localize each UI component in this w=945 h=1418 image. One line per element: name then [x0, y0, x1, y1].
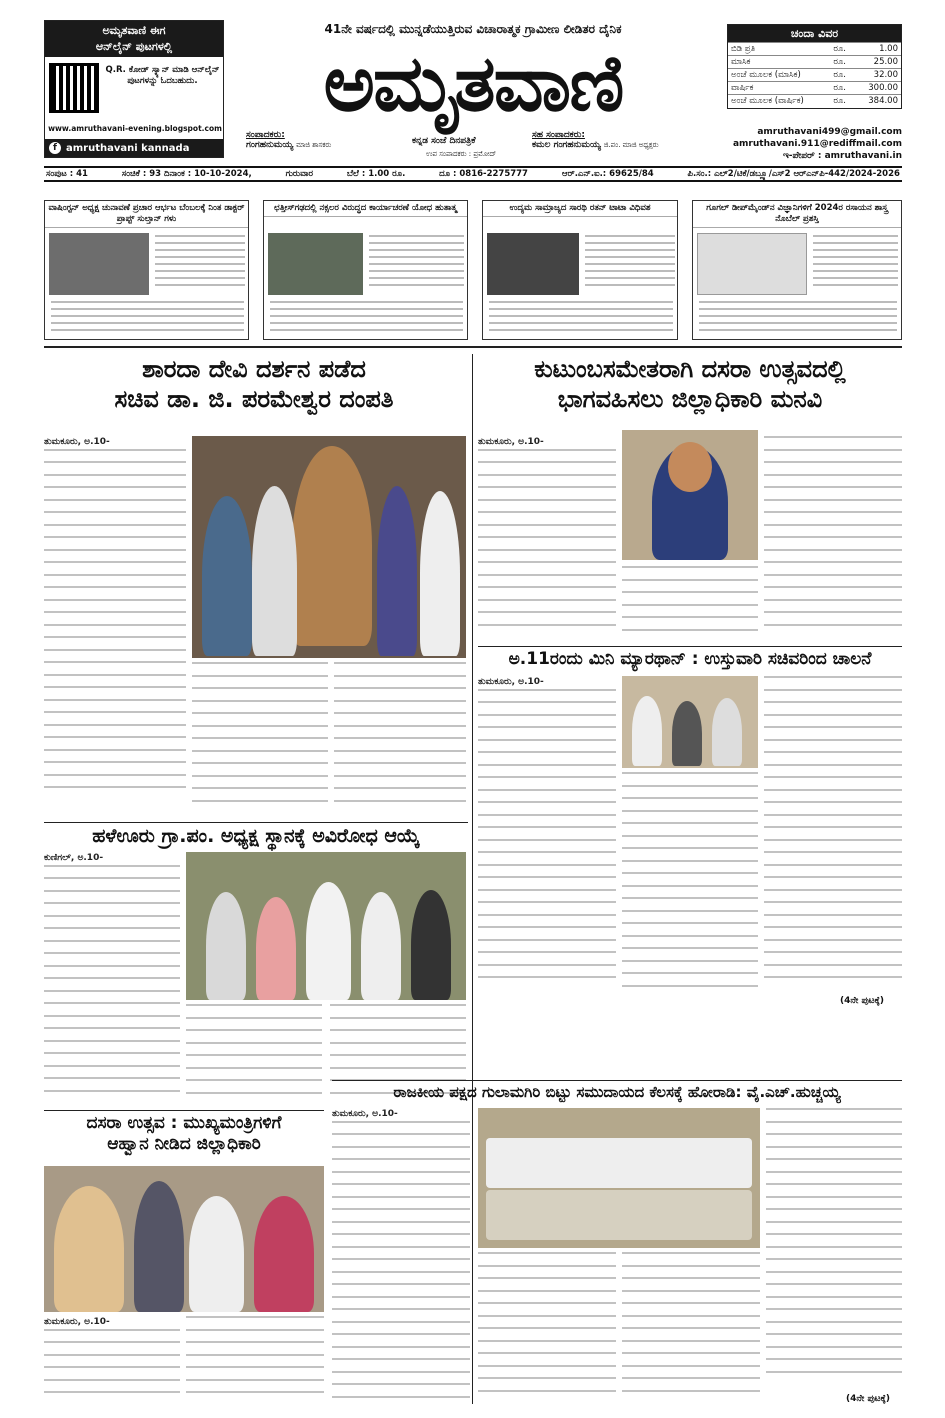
article6-photo — [478, 1108, 760, 1248]
headline-line: ಕುಟುಂಬಸಮೇತರಾಗಿ ದಸರಾ ಉತ್ಸವದಲ್ಲಿ — [534, 355, 846, 383]
cover-price: ಬೆಲೆ : 1.00 ರೂ. — [346, 169, 406, 179]
top-news-title: ಛತ್ತೀಸ್‌ಗಢದಲ್ಲಿ ನಕ್ಸಲರ ವಿರುದ್ಧದ ಕಾರ್ಯಾಚರಣೆ ಯೋಧ ಹುತಾತ್ಮ — [264, 201, 467, 217]
price-row — [728, 43, 901, 56]
headline-line: ಸಚಿವ ಡಾ. ಜಿ. ಪರಮೇಶ್ವರ ದಂಪತಿ — [114, 385, 394, 413]
column-divider — [472, 354, 473, 1404]
volume: ಸಂಪುಟ : 41 — [46, 169, 88, 179]
article2-photo — [622, 430, 758, 560]
editor-strip — [236, 130, 710, 160]
coeditor-note: ಜಿ.ಪಂ. ಮಾಜಿ ಅಧ್ಯಕ್ಷರು — [603, 141, 659, 149]
weekday: ಗುರುವಾರ — [285, 169, 314, 179]
price-label: ಅಂಚೆ ಮೂಲಕ (ಮಾಸಿಕ) — [728, 69, 830, 82]
top-news-title: ವಾಷಿಂಗ್ಟನ್ ಅಧ್ಯಕ್ಷ ಚುನಾವಣೆ ಪ್ರಚಾರ ಆರ್ಭಟ ಬೆಂಬಲಕ್ಕೆ ನಿಂತ ಡಾಕ್ಟರ್ ಪ್ರಾಪ್ಟ್ ಸುಲ್ತಾನ್ ಗಳು — [45, 201, 248, 228]
promo-line2: ಆನ್‌ಲೈನ್ ಪುಟಗಳಲ್ಲಿ — [95, 40, 173, 53]
price-label: ವಾರ್ಷಿಕ — [728, 82, 830, 95]
price-unit: ರೂ. — [830, 82, 854, 95]
coeditor-label: ಸಹ ಸಂಪಾದಕರು: — [532, 130, 585, 140]
article3-body — [764, 676, 902, 994]
price-label: ಬಿಡಿ ಪ್ರತಿ — [728, 43, 830, 56]
subscription-table — [727, 24, 902, 109]
news-photo — [268, 233, 363, 295]
price-unit: ರೂ. — [830, 69, 854, 82]
price-value: 32.00 — [855, 69, 901, 82]
article2-body — [478, 436, 616, 641]
price-unit: ರೂ. — [830, 95, 854, 108]
top-news-box[interactable] — [692, 200, 902, 340]
article6-body — [766, 1108, 902, 1393]
article6-headline[interactable]: ರಾಜಕೀಯ ಪಕ್ಷದ ಗುಲಾಮಗಿರಿ ಬಿಟ್ಟು ಸಮುದಾಯದ ಕೆಲಸಕ್ಕೆ ಹೋರಾಡಿ: ವೈ.ಎಚ್.ಹುಚ್ಚಯ್ಯ — [332, 1080, 902, 1102]
email-link[interactable]: amruthavani499@gmail.com — [757, 127, 902, 137]
article5-photo — [44, 1166, 324, 1312]
promo-line1: ಅಮೃತವಾಣಿ ಈಗ — [102, 24, 166, 37]
dateline: ತುಮಕೂರು, ಅ.10- — [478, 677, 544, 687]
editor-note: ಮಾಜಿ ಶಾಸಕರು — [296, 141, 332, 149]
epaper-link[interactable]: ಇ-ಪೇಪರ್ : amruthavani.in — [782, 151, 902, 161]
news-text — [585, 235, 675, 295]
contact-block — [727, 126, 902, 162]
coeditor-name: ಕಮಲ ಗಂಗಹನುಮಯ್ಯ — [532, 140, 601, 150]
article4-body — [186, 1004, 322, 1102]
price-row — [728, 82, 901, 95]
price-unit: ರೂ. — [830, 43, 854, 56]
price-row — [728, 95, 901, 108]
top-news-box[interactable] — [263, 200, 468, 340]
continued-note: (4ನೇ ಪುಟಕ್ಕೆ) — [840, 996, 885, 1006]
continued-note: (4ನೇ ಪುಟಕ್ಕೆ) — [846, 1394, 891, 1404]
qr-code-icon[interactable] — [49, 63, 99, 113]
article3-body — [478, 676, 616, 1006]
article3-headline[interactable]: ಅ.11ರಂದು ಮಿನಿ ಮ್ಯಾರಥಾನ್ : ಉಸ್ತುವಾರಿ ಸಚಿವರಿಂದ ಚಾಲನೆ — [478, 646, 902, 670]
price-value: 25.00 — [855, 56, 901, 69]
facebook-icon: f — [49, 142, 61, 154]
price-value: 300.00 — [855, 82, 901, 95]
editor-label: ಸಂಪಾದಕರು: — [246, 130, 285, 140]
facebook-handle: amruthavani kannada — [66, 142, 190, 154]
headline-line: ಆಹ್ವಾನ ನೀಡಿದ ಜಿಲ್ಲಾಧಿಕಾರಿ — [107, 1134, 261, 1155]
article5-body — [186, 1316, 324, 1406]
rni-number: ಆರ್.ಎನ್.ಐ.: 69625/84 — [561, 169, 654, 179]
article1-headline[interactable] — [44, 354, 464, 414]
price-unit: ರೂ. — [830, 56, 854, 69]
sub-editor: ಉಪ ಸಂಪಾದಕರು : ಪ್ರಮೋದ್ — [426, 150, 497, 158]
email-link[interactable]: amruthavani.911@rediffmail.com — [732, 139, 902, 149]
article1-body — [192, 662, 328, 817]
top-news-title: ಗೂಗಲ್ ಡೀಪ್‌ಮೈಂಡ್‌ನ ವಿಜ್ಞಾನಿಗಳಿಗೆ 2024ರ ರಸಾಯನ ಶಾಸ್ತ್ರ ನೊಬೆಲ್ ಪ್ರಶಸ್ತಿ — [693, 201, 901, 228]
headline-line: ಭಾಗವಹಿಸಲು ಜಿಲ್ಲಾಧಿಕಾರಿ ಮನವಿ — [557, 385, 823, 413]
news-photo — [697, 233, 807, 295]
article2-headline[interactable] — [478, 354, 902, 414]
article4-headline[interactable]: ಹಳೆಊರು ಗ್ರಾ.ಪಂ. ಅಧ್ಯಕ್ಷ ಸ್ಥಾನಕ್ಕೆ ಅವಿರೋಧ ಆಯ್ಕೆ — [44, 822, 468, 849]
article6-body — [478, 1252, 616, 1406]
top-news-box[interactable] — [44, 200, 249, 340]
phone: ದೂ : 0816-2275777 — [439, 169, 528, 179]
news-text — [270, 301, 463, 337]
postal-reg: ಪಿ.ಸಂ.: ಎಲ್2/ಟಿಕೆ/ಡಬ್ಲ್ಯೂ/ಎಸ್2 ಆರ್‌ಎನ್‌ಪಿ-442/2024-2026 — [687, 169, 900, 179]
newspaper-logo: ಅಮೃತವಾಣಿ — [323, 38, 623, 129]
subscription-title: ಚಂದಾ ವಿವರ — [728, 25, 901, 42]
promo-heading — [45, 21, 223, 57]
news-text — [369, 235, 464, 295]
price-label: ಅಂಚೆ ಮೂಲಕ (ವಾರ್ಷಿಕ) — [728, 95, 830, 108]
article6-body — [622, 1252, 760, 1406]
news-text — [155, 235, 245, 295]
divider — [44, 346, 902, 348]
issue-date: ಸಂಚಿಕೆ : 93 ದಿನಾಂಕ : 10-10-2024, — [121, 169, 252, 179]
article5-body — [44, 1316, 180, 1406]
facebook-bar[interactable] — [45, 139, 223, 157]
dateline: ತುಮಕೂರು, ಅ.10- — [44, 437, 110, 447]
article5-headline[interactable] — [44, 1110, 324, 1156]
top-news-box[interactable] — [482, 200, 678, 340]
article4-photo — [186, 852, 466, 1000]
qr-instructions: Q.R. ಕೋಡ್ ಸ್ಕ್ಯಾನ್ ಮಾಡಿ ಆನ್‌ಲೈನ್ ಪುಟಗಳನ್ನು ಓದಬಹುದು. — [105, 65, 220, 86]
article1-body — [334, 662, 466, 817]
issue-info-bar — [44, 166, 902, 182]
article3-body — [622, 772, 758, 1007]
price-value: 384.00 — [855, 95, 901, 108]
news-photo — [487, 233, 579, 295]
headline-line: ದಸರಾ ಉತ್ಸವ : ಮುಖ್ಯಮಂತ್ರಿಗಳಿಗೆ — [86, 1113, 282, 1133]
price-row — [728, 56, 901, 69]
tagline: 41ನೇ ವರ್ಷದಲ್ಲಿ ಮುನ್ನಡೆಯುತ್ತಿರುವ ವಿಚಾರಾತ್ಮಕ ಗ್ರಾಮೀಣ ಲೀಡಿತರ ದೈನಿಕ — [324, 22, 622, 36]
headline-line: ಶಾರದಾ ದೇವಿ ದರ್ಶನ ಪಡೆದ — [142, 355, 366, 383]
paper-type: ಕನ್ನಡ ಸಂಜೆ ದಿನಪತ್ರಿಕೆ — [412, 136, 476, 146]
article4-body — [44, 852, 180, 1102]
online-promo-box — [44, 20, 224, 158]
dateline: ತುಮಕೂರು, ಅ.10- — [478, 437, 544, 447]
article3-photo — [622, 676, 758, 768]
news-text — [699, 301, 897, 337]
article2-body — [622, 566, 758, 641]
top-news-title: ಉದ್ಯಮ ಸಾಮ್ರಾಜ್ಯದ ಸಾರಥಿ ರತನ್ ಟಾಟಾ ವಿಧಿವಶ — [483, 201, 677, 217]
article1-body — [44, 436, 186, 816]
price-row — [728, 69, 901, 82]
dateline: ಕುಣಿಗಲ್, ಅ.10- — [44, 853, 104, 863]
news-photo — [49, 233, 149, 295]
article1-photo — [192, 436, 466, 658]
dateline: ತುಮಕೂರು, ಅ.10- — [44, 1317, 110, 1327]
article6-body — [332, 1108, 470, 1406]
price-label: ಮಾಸಿಕ — [728, 56, 830, 69]
blog-link[interactable]: www.amruthavani-evening.blogspot.com — [48, 124, 222, 133]
news-text — [51, 301, 244, 337]
editor-name: ಗಂಗಹನುಮಯ್ಯ — [246, 140, 294, 150]
article2-body — [764, 436, 902, 641]
price-value: 1.00 — [855, 43, 901, 56]
news-text — [489, 301, 673, 337]
news-text — [813, 235, 898, 295]
dateline: ತುಮಕೂರು, ಅ.10- — [332, 1109, 398, 1119]
